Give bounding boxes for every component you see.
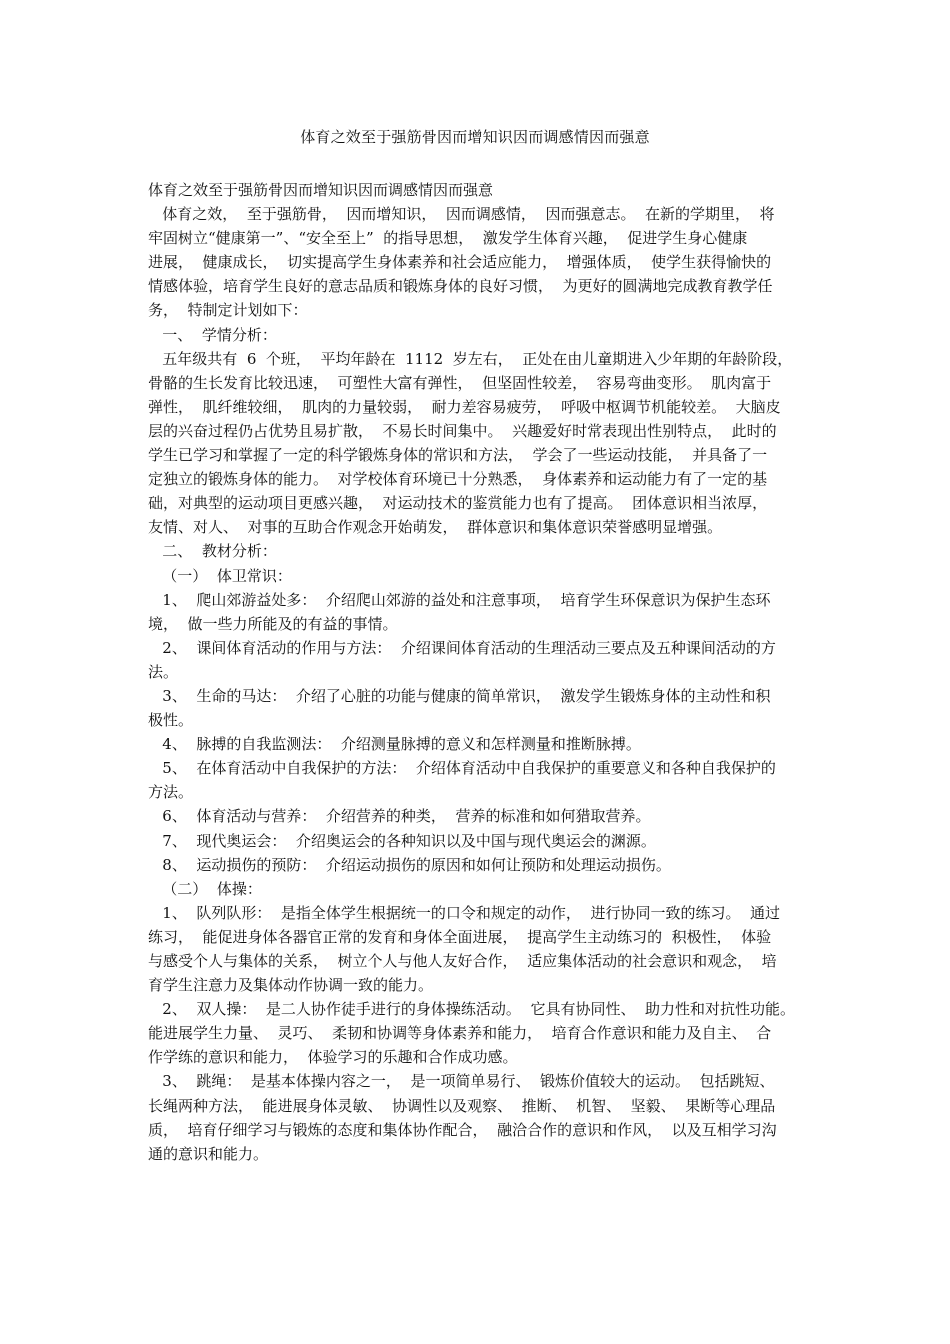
paragraph-line: 层的兴奋过程仍占优势且易扩散， 不易长时间集中。 兴趣爱好时常表现出性别特点， 此时的	[148, 421, 777, 440]
paragraph-line: 牢固树立“健康第一”、“安全至上” 的指导思想， 激发学生体育兴趣， 促进学生身心健康	[148, 229, 748, 248]
list-item: 2、 双人操： 是二人协作徒手进行的身体操练活动。 它具有协同性、 助力性和对抗性功能。	[148, 1000, 795, 1019]
list-item-continuation: 境， 做一些力所能及的有益的事情。	[148, 614, 398, 633]
list-item-continuation: 极性。	[148, 711, 194, 730]
list-item-continuation: 育学生注意力及集体动作协调一致的能力。	[148, 976, 434, 995]
paragraph-line: 体育之效， 至于强筋骨， 因而增知识， 因而调感情， 因而强意志。 在新的学期里， 将	[148, 205, 775, 224]
list-item: 2、 课间体育活动的作用与方法： 介绍课间体育活动的生理活动三要点及五种课间活动的方	[148, 638, 776, 657]
paragraph-line: 进展， 健康成长， 切实提高学生身体素养和社会适应能力， 增强体质， 使学生获得愉快的	[148, 253, 772, 272]
list-item-continuation: 方法。	[148, 783, 194, 802]
section-heading: 一、 学情分析：	[148, 325, 277, 344]
paragraph-line: 学生已学习和掌握了一定的科学锻炼身体的常识和方法， 学会了一些运动技能， 并具备了一	[148, 446, 768, 465]
paragraph-line: 础，对典型的运动项目更感兴趣， 对运动技术的鉴赏能力也有了提高。 团体意识相当浓厚，	[148, 494, 768, 513]
body-heading: 体育之效至于强筋骨因而增知识因而调感情因而强意	[148, 181, 494, 199]
list-item: 5、 在体育活动中自我保护的方法： 介绍体育活动中自我保护的重要意义和各种自我保护的	[148, 759, 776, 778]
paragraph-line: 定独立的锻炼身体的能力。 对学校体育环境已十分熟悉， 身体素养和运动能力有了一定的基	[148, 470, 768, 489]
paragraph-line: 骨骼的生长发育比较迅速， 可塑性大富有弹性， 但坚固性较差， 容易弯曲变形。 肌肉富于	[148, 373, 772, 392]
paragraph-line: 五年级共有 6 个班， 平均年龄在 1112 岁左右， 正处在由儿童期进入少年期的年龄阶段，	[148, 349, 793, 368]
document-body	[148, 178, 813, 1166]
list-item: 3、 生命的马达： 介绍了心脏的功能与健康的简单常识， 激发学生锻炼身体的主动性和积	[148, 686, 771, 705]
list-item-continuation: 与感受个人与集体的关系， 树立个人与他人友好合作， 适应集体活动的社会意识和观念， 培	[148, 952, 777, 970]
list-item-continuation: 练习， 能促进身体各器官正常的发育和身体全面进展， 提高学生主动练习的 积极性， 体验	[148, 927, 772, 946]
document-title: 体育之效至于强筋骨因而增知识因而调感情因而强意	[300, 128, 650, 146]
paragraph-line: 务， 特制定计划如下：	[148, 301, 308, 320]
subsection-heading: （二） 体操：	[148, 879, 262, 898]
list-item-continuation: 长绳两种方法， 能进展身体灵敏、 协调性以及观察、 推断、 机智、 坚毅、 果断等心理品	[148, 1096, 776, 1115]
list-item: 7、 现代奥运会： 介绍奥运会的各种知识以及中国与现代奥运会的渊源。	[148, 831, 656, 850]
list-item: 8、 运动损伤的预防： 介绍运动损伤的原因和如何让预防和处理运动损伤。	[148, 855, 671, 874]
list-item-continuation: 法。	[148, 662, 179, 681]
section-heading: 二、 教材分析：	[148, 542, 277, 561]
list-item-continuation: 能进展学生力量、 灵巧、 柔韧和协调等身体素养和能力， 培育合作意识和能力及自主、 合	[148, 1024, 772, 1043]
paragraph-line: 弹性， 肌纤维较细， 肌肉的力量较弱， 耐力差容易疲劳， 呼吸中枢调节机能较差。 大脑皮	[148, 397, 781, 416]
list-item-continuation: 质， 培育仔细学习与锻炼的态度和集体协作配合， 融洽合作的意识和作风， 以及互相学习沟	[148, 1120, 777, 1139]
paragraph-line: 情感体验，培育学生良好的意志品质和锻炼身体的良好习惯， 为更好的圆满地完成教育教学任	[148, 277, 773, 296]
subsection-heading: （一） 体卫常识：	[148, 566, 292, 585]
list-item: 6、 体育活动与营养： 介绍营养的种类， 营养的标准和如何猎取营养。	[148, 807, 651, 826]
paragraph-line: 友情、对人、 对事的互助合作观念开始萌发， 群体意识和集体意识荣誉感明显增强。	[148, 518, 723, 537]
list-item: 1、 队列队形： 是指全体学生根据统一的口令和规定的动作， 进行协同一致的练习。 通过	[148, 903, 780, 922]
list-item: 4、 脉搏的自我监测法： 介绍测量脉搏的意义和怎样测量和推断脉搏。	[148, 735, 641, 754]
list-item: 1、 爬山郊游益处多： 介绍爬山郊游的益处和注意事项， 培育学生环保意识为保护生态环	[148, 590, 771, 609]
list-item-continuation: 通的意识和能力。	[148, 1144, 269, 1163]
list-item: 3、 跳绳： 是基本体操内容之一， 是一项简单易行、 锻炼价值较大的运动。 包括跳短、	[148, 1072, 775, 1091]
list-item-continuation: 作学练的意识和能力， 体验学习的乐趣和合作成功感。	[148, 1048, 518, 1067]
